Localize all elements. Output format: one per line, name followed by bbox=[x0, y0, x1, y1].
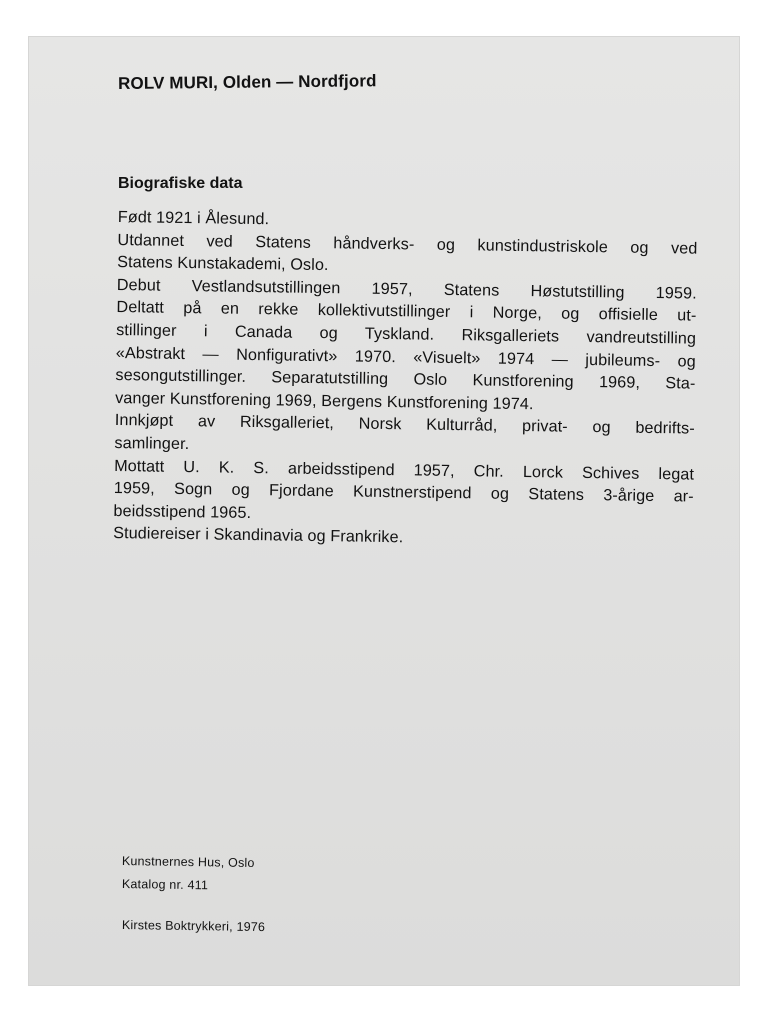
bio-line: Statens Kunstakademi, Oslo. bbox=[117, 253, 329, 275]
section-title: Biografiske data bbox=[118, 175, 243, 192]
bio-line: Debut Vestlandsutstillingen 1957, Statens Høstutstilling 1959. bbox=[116, 275, 697, 303]
printer-text: Kirstes Boktrykkeri, 1976 bbox=[121, 918, 266, 935]
publisher-text: Kunstnernes Hus, Oslo bbox=[121, 854, 255, 870]
bio-line: Deltatt på en rekke kollektivutstillinger i Norge, og offisielle ut- bbox=[116, 298, 697, 325]
bio-line: 1959, Sogn og Fjordane Kunstnerstipend og Statens 3-årige ar- bbox=[113, 479, 694, 506]
bio-line: vanger Kunstforening 1969, Bergens Kunstforening 1974. bbox=[115, 388, 534, 413]
bio-line: «Abstrakt — Nonfigurativt» 1970. «Visuelt» 1974 — jubileums- og bbox=[115, 343, 696, 371]
bio-line: beidsstipend 1965. bbox=[113, 501, 252, 522]
catalog-page bbox=[28, 36, 740, 986]
bio-line: Utdannet ved Statens håndverks- og kunstindustriskole og ved bbox=[117, 230, 698, 258]
bio-line: Innkjøpt av Riksgalleriet, Norsk Kulturråd, privat- og bedrifts- bbox=[114, 411, 695, 438]
catalog-number: Katalog nr. 411 bbox=[121, 877, 209, 893]
bio-line: samlinger. bbox=[114, 433, 190, 454]
bio-line: sesongutstillinger. Separatutstilling Oslo Kunstforening 1969, Sta- bbox=[115, 366, 696, 393]
bio-line: Mottatt U. K. S. arbeidsstipend 1957, Chr. Lorck Schives legat bbox=[114, 456, 695, 484]
bio-line: Studiereiser i Skandinavia og Frankrike. bbox=[113, 524, 404, 547]
bio-line: stillinger i Canada og Tyskland. Riksgalleriets vandreutstilling bbox=[116, 320, 697, 348]
biography-text bbox=[113, 206, 698, 553]
bio-line: Født 1921 i Ålesund. bbox=[117, 207, 270, 229]
artist-heading: ROLV MURI, Olden — Nordfjord bbox=[118, 71, 377, 93]
